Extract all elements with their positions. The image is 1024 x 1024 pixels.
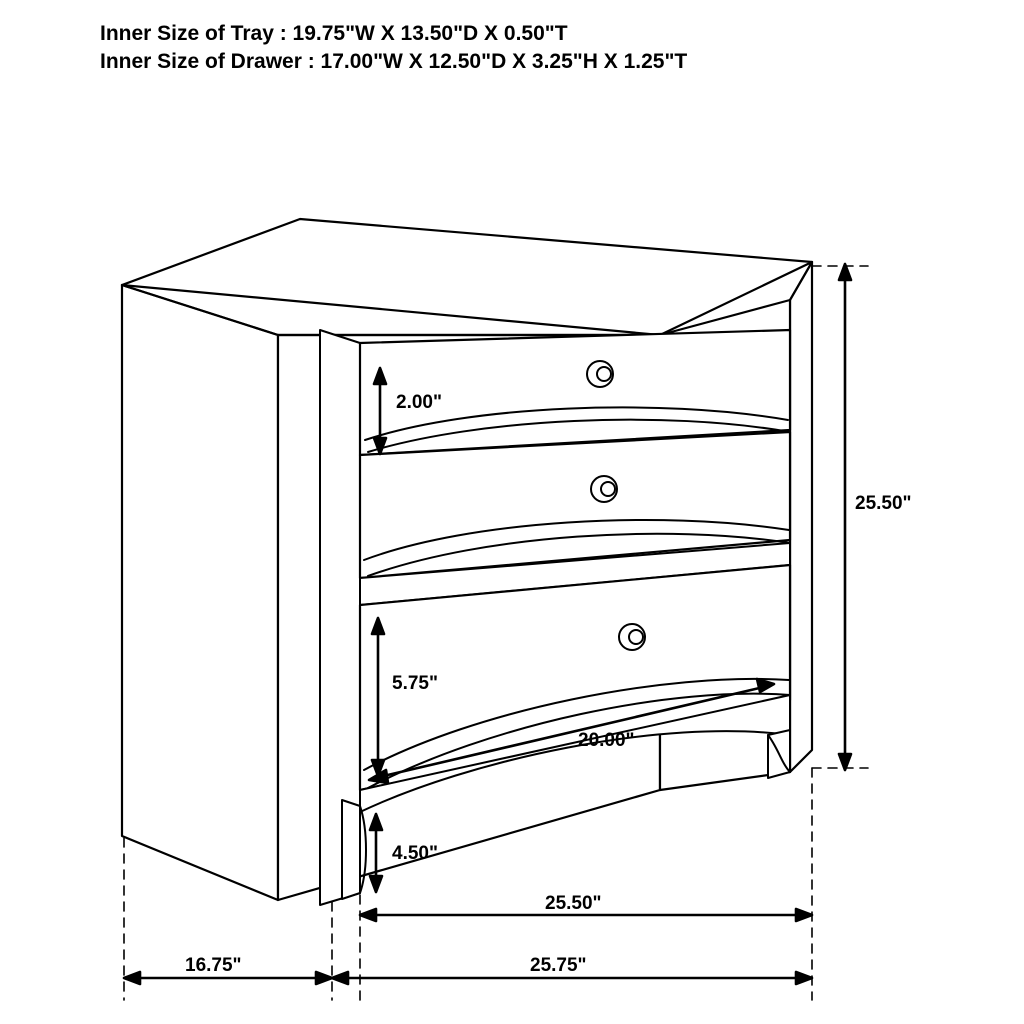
- dim-arrowhead-450-bottom: [370, 876, 382, 892]
- front-left-leg: [342, 800, 360, 899]
- drawer-1-knob-inner: [597, 367, 611, 381]
- dim-label-bottom-drawer-height: 5.75": [392, 673, 438, 694]
- dim-arrowhead-2575-left: [332, 972, 348, 984]
- dim-label-overall-height: 25.50": [855, 493, 912, 514]
- dim-label-top-drawer-height: 2.00": [396, 392, 442, 413]
- dim-label-leg-height: 4.50": [392, 843, 438, 864]
- dim-label-side-depth: 16.75": [185, 955, 242, 976]
- cabinet-right-edge: [790, 262, 812, 772]
- dim-arrowhead-1675-left: [124, 972, 140, 984]
- dim-label-drawer-front-width: 20.00": [578, 730, 635, 751]
- dim-arrowhead-2550-front-left: [360, 909, 376, 921]
- spec-line-drawer: Inner Size of Drawer : 17.00"W X 12.50"D X 3.25"H X 1.25"T: [100, 50, 688, 73]
- drawer-2-knob-inner: [601, 482, 615, 496]
- spec-line-tray: Inner Size of Tray : 19.75"W X 13.50"D X 0.50"T: [100, 22, 568, 45]
- dim-label-overall-width: 25.75": [530, 955, 587, 976]
- cabinet-left-side: [122, 285, 278, 900]
- drawer-3-knob-inner: [629, 630, 643, 644]
- dim-label-front-face-width: 25.50": [545, 893, 602, 914]
- dim-arrowhead-2550-front-right: [796, 909, 812, 921]
- dim-arrowhead-1675-right: [316, 972, 332, 984]
- dim-arrowhead-2575-right: [796, 972, 812, 984]
